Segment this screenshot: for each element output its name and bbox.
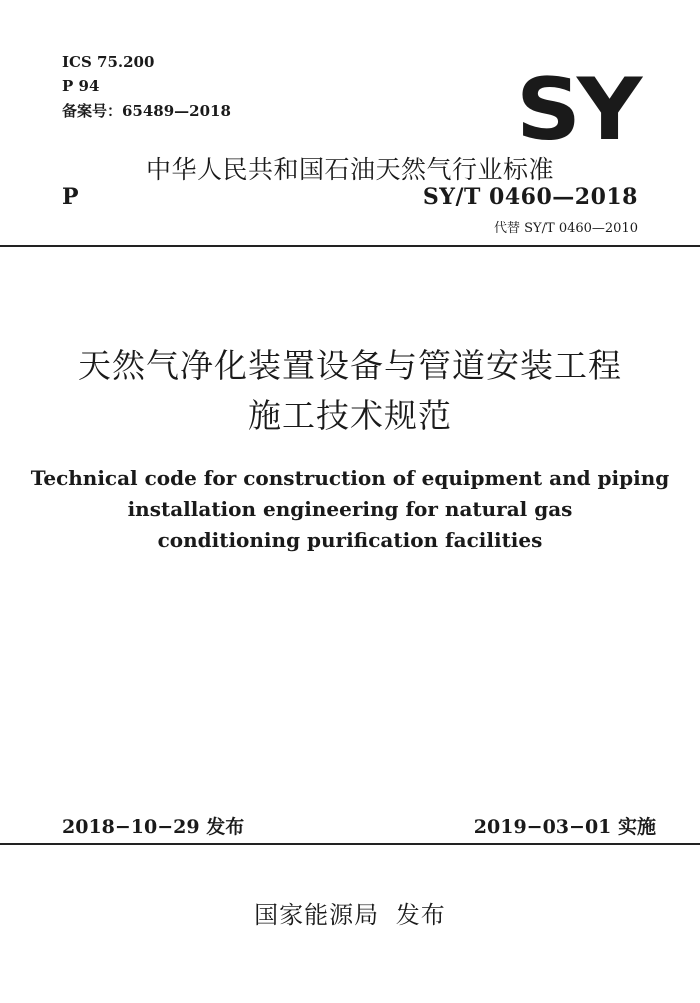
record-number: 备案号：65489—2018 [62, 102, 231, 120]
header-divider [0, 245, 700, 247]
title-en-line3: conditioning purification facilities [157, 528, 543, 552]
standard-number: SY/T 0460—2018 [422, 184, 638, 210]
replaces-standard: 代替 SY/T 0460—2010 [494, 221, 638, 236]
title-en-line2: installation engineering for natural gas [127, 497, 573, 521]
issue-date: 2018−10−29 发布 [62, 816, 245, 838]
effective-date: 2019−03−01 实施 [473, 816, 656, 838]
category-letter: P [62, 184, 79, 210]
standard-type: 中华人民共和国石油天然气行业标准 [145, 155, 554, 184]
publisher: 国家能源局 发布 [254, 901, 446, 929]
title-cn-line2: 施工技术规范 [248, 396, 452, 435]
sy-logo: SY [516, 60, 639, 160]
title-cn-line1: 天然气净化装置设备与管道安装工程 [78, 346, 622, 385]
ics-code: ICS 75.200 [62, 53, 155, 71]
classification-code: P 94 [62, 77, 100, 95]
title-en-line1: Technical code for construction of equipment and piping [30, 466, 670, 490]
footer-divider [0, 843, 700, 845]
